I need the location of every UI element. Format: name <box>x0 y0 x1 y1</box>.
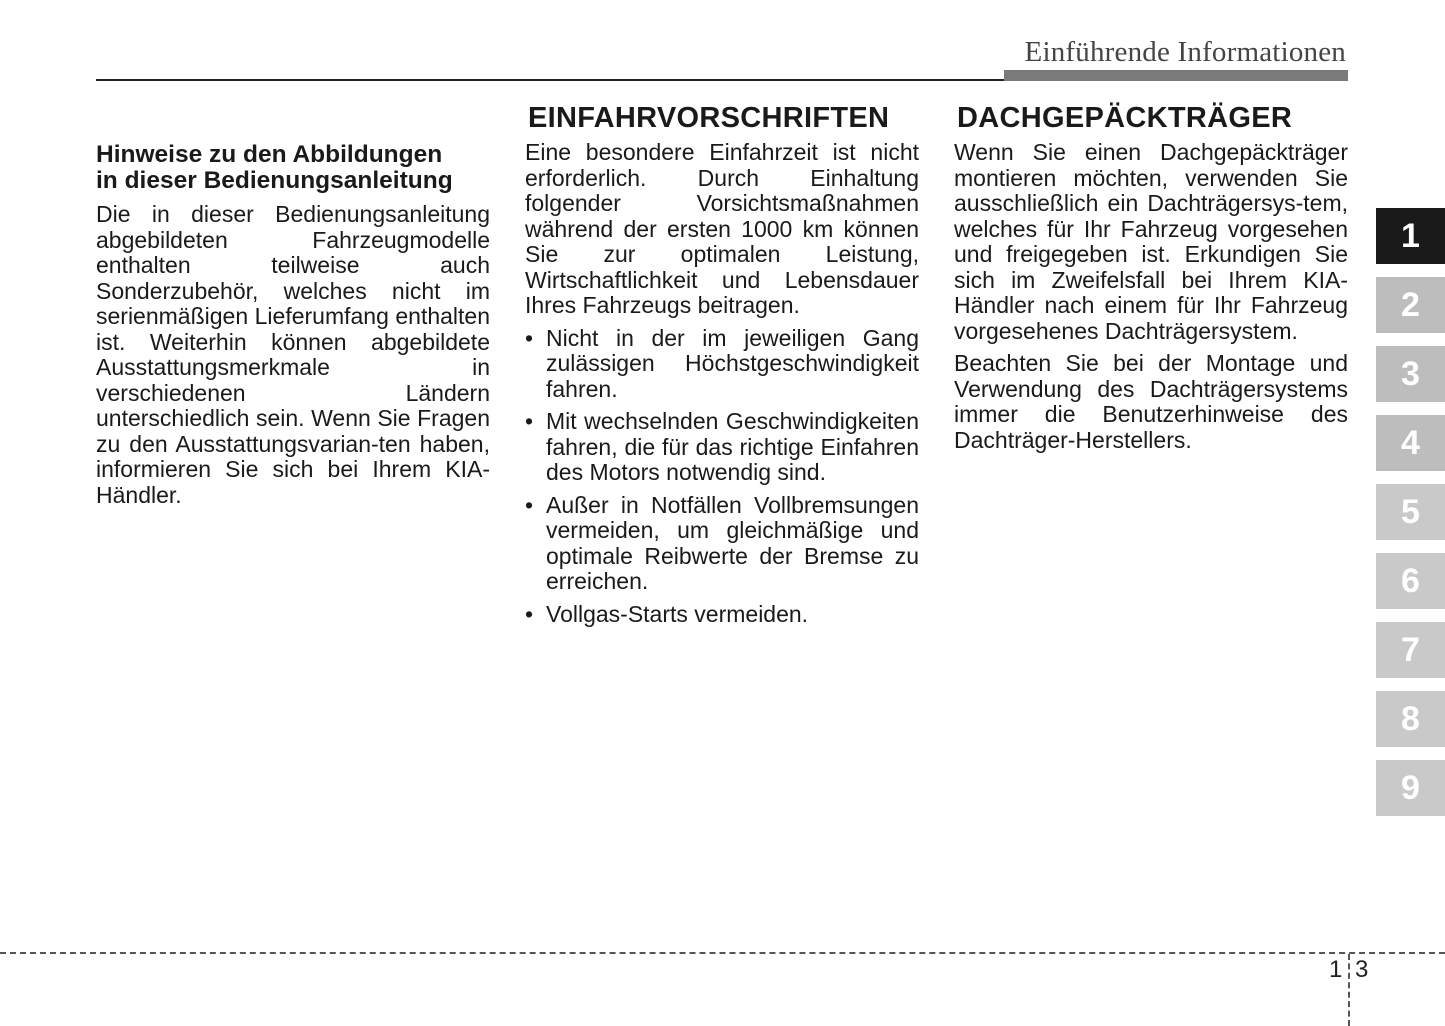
subheading-line-2: in dieser Bedienungsanleitung <box>96 167 453 194</box>
page-header-title: Einführende Informationen <box>1024 36 1346 68</box>
header-bar <box>1004 70 1348 81</box>
list-item <box>525 326 919 403</box>
footer-page-number: 3 <box>1355 956 1369 983</box>
bullet-dot: • <box>525 491 534 518</box>
footer-rule <box>0 952 1445 954</box>
bullet-text: Nicht in der im jeweiligen Gang zulässigen Höchstgeschwindigkeit fahren. <box>546 324 919 402</box>
chapter-tab-6[interactable]: 6 <box>1376 553 1445 609</box>
roof-rack-paragraph-2: Beachten Sie bei der Montage und Verwendung des Dachträgersystems immer die Benutzerhinweise des Dachträger-Herstellers. <box>954 350 1348 453</box>
list-item <box>525 493 919 595</box>
bullet-text: Mit wechselnden Geschwindigkeiten fahren, die für das richtige Einfahren des Motors notwendig sind. <box>546 408 919 485</box>
chapter-tab-3[interactable]: 3 <box>1376 346 1445 402</box>
illustration-notes-paragraph: Die in dieser Bedienungsanleitung abgebildeten Fahrzeugmodelle enthalten teilweise auch Sonderzubehör, welches nicht im serienmäßigen Lieferumfang enthalten ist. Weiterhin können abgebildete Ausstattungsmerkmale in verschiedenen Ländern unterschiedlich sein. Wenn Sie Fragen zu den Ausstattungsvarian-ten haben, informieren Sie sich bei Ihrem KIA-Händler. <box>96 201 490 508</box>
chapter-tab-5[interactable]: 5 <box>1376 484 1445 540</box>
break-in-bullet-list <box>525 326 919 628</box>
heading-break-in: EINFAHRVORSCHRIFTEN <box>528 102 890 134</box>
footer-chapter-number: 1 <box>1329 956 1343 983</box>
page-number-divider <box>1348 954 1350 1026</box>
list-item <box>525 602 919 628</box>
bullet-dot: • <box>525 324 534 351</box>
column-break-in <box>525 100 919 634</box>
break-in-paragraph: Eine besondere Einfahrzeit ist nicht erforderlich. Durch Einhaltung folgender Vorsichtsmaßnahmen während der ersten 1000 km können Sie zur optimalen Leistung, Wirtschaftlichkeit und Lebensdauer Ihres Fahrzeugs beitragen. <box>525 139 919 318</box>
bullet-text: Vollgas-Starts vermeiden. <box>546 600 809 627</box>
roof-rack-paragraph-1: Wenn Sie einen Dachgepäckträger montieren möchten, verwenden Sie ausschließlich ein Dachträgersys-tem, welches für Ihr Fahrzeug vorgesehen und freigegeben ist. Erkundigen Sie sich im Zweifelsfall bei Ihrem KIA-Händler nach einem für Ihr Fahrzeug vorgesehenes Dachträgersystem. <box>954 139 1348 344</box>
subheading-line-1: Hinweise zu den Abbildungen <box>96 141 443 168</box>
chapter-tab-9[interactable]: 9 <box>1376 760 1445 816</box>
chapter-tab-2[interactable]: 2 <box>1376 277 1445 333</box>
heading-roof-rack: DACHGEPÄCKTRÄGER <box>957 102 1293 134</box>
header-rule <box>96 79 1004 81</box>
chapter-tab-4[interactable]: 4 <box>1376 415 1445 471</box>
subheading-illustration-notes <box>96 142 490 194</box>
column-roof-rack <box>954 100 1348 460</box>
bullet-text: Außer in Notfällen Vollbremsungen vermeiden, um gleichmäßige und optimale Reibwerte der Bremse zu erreichen. <box>546 491 919 594</box>
column-illustration-notes <box>96 100 490 515</box>
bullet-dot: • <box>525 408 534 434</box>
chapter-tab-7[interactable]: 7 <box>1376 622 1445 678</box>
bullet-dot: • <box>525 600 534 627</box>
chapter-tabs <box>1376 208 1445 829</box>
chapter-tab-1[interactable]: 1 <box>1376 208 1445 264</box>
list-item <box>525 409 919 486</box>
chapter-tab-8[interactable]: 8 <box>1376 691 1445 747</box>
